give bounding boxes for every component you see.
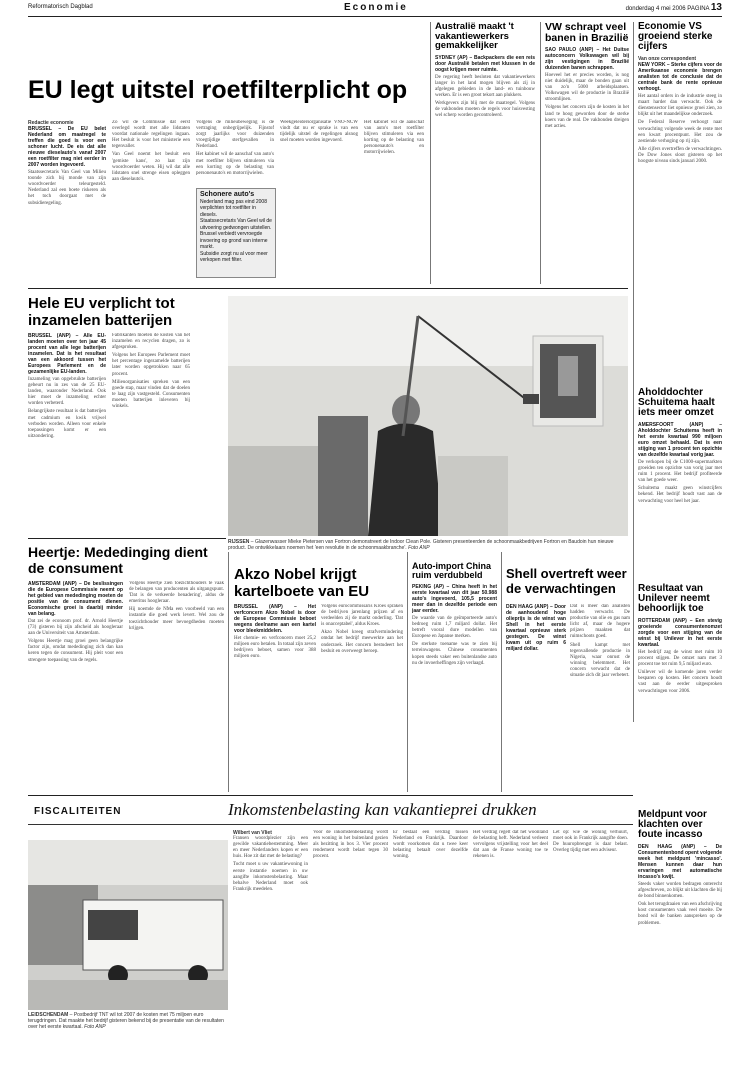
publication-name: Reformatorisch Dagblad	[28, 4, 93, 10]
article-akzo-col2: Volgens eurocommissaris Kroes spraken de bedrijven jarenlang prijzen af en verdeelden zij de markt onderling. 'Dat is onacceptabel', aldus Kroes. Akzo Nobel kreeg strafvermindering omdat het bedrijf meewerkte aan het onderzoek. Het concern bestudeert het besluit en overweegt beroep.	[321, 604, 403, 654]
headline-akzo: Akzo Nobel krijgt kartelboete van EU	[234, 566, 370, 600]
article-heertje-col1: AMSTERDAM (ANP) – De beslissingen die de Europese Commissie neemt op het gebied van mededinging moeten de positie van de consument dienen. Economische groei is daarbij minder van belang. Dat zei de econoom prof. dr. Arnold Heertje (73) gisteren bij zijn afscheid als hoogleraar aan de Universiteit van Amsterdam. Volgens Heertje mag groei geen belangrijke factor zijn, omdat mededinging zich dan kan keren tegen de consument. Hij pleit voor een strengere toepassing van de regels.	[28, 581, 123, 663]
page-number: 13	[710, 2, 722, 13]
article-economie-vs: Economie VS groeiend sterke cijfers Van onze correspondent NEW YORK – Sterke cijfers voor de Amerikaanse economie brengen analisten tot de conclusie dat de centrale bank de rente opnieuw verhoogt. Het aantal orders in de industrie steeg in maart harder dan verwacht. Ook de dienstensector liet opnieuw groei zien, zo blijkt uit het maandelijkse onderzoek. De Federal Reserve verhoogt naar verwachting volgende week de rente met een kwart procentpunt. Het zou de zestiende verhoging op rij zijn. Alle cijfers overtreffen de verwachtingen. De Dow Jones sloot gisteren op het hoogste niveau sinds januari 2000.	[638, 21, 722, 165]
fiscal-col3: Er bestaat een verdrag tussen Nederland en Frankrijk. Daardoor wordt voorkomen dat u twee keer belasting betaalt over dezelfde woning.	[393, 830, 468, 860]
headline-heertje: Heertje: Mededinging dient de consument	[28, 544, 208, 576]
fiscal-col2: Voor de inkomstenbelasting wordt een woning in het buitenland gezien als bezitting in box 3. Vier procent rendement wordt belast tegen 30 procent.	[313, 830, 388, 860]
article-roetfilter-col4: Weekgeleidersorganisatie VNO-NCW vindt dat nu er sprake is van een tijdelijk uitstel de regelingen alsnog snel moeten worden ingevoerd.	[280, 120, 358, 144]
page-header	[28, 0, 722, 17]
fiscal-col5: Let op: wie de woning verhuurt, moet ook in Frankrijk aangifte doen. De huuropbrengst is daar belast. Overleg tijdig met een adviseur.	[553, 830, 628, 854]
photo-glazenwasser	[228, 296, 628, 536]
article-australie: Australië maakt 't vakantiewerkers gemakkelijker SYDNEY (AP) – Backpackers die een reis door Australië betalen met klussen in de oogst krijgen meer ruimte. De regering heeft besloten dat vakantiewerkers langer in het land mogen blijven als zij in afgelegen gebieden in de land- en tuinbouw werken. Er is een groot tekort aan plukkers. Werkgevers zijn blij met de maatregel. Volgens de vakbonden moeten de regels voor huisvesting wel scherp worden gecontroleerd.	[435, 21, 535, 119]
fiscal-author: Wilbert van Vliet	[233, 830, 272, 836]
fiscal-banner	[28, 798, 633, 825]
headline-schuitema: Aholddochter Schuitema haalt iets meer omzet	[638, 387, 715, 418]
article-heertje-col2: Volgens Heertje zien toezichthouders te vaak de belangen van producenten als uitgangspunt. 'Dat is de verkeerde benadering', aldus de emeritus hoogleraar. Hij noemde de NMa een voorbeeld van een instantie die goed werk levert. Wel zou de toezichthouder meer bevoegdheden moeten krijgen.	[129, 581, 224, 631]
fiscal-col1: Wilbert van Vliet Fransen woordplezier zijn een gewilde vakantiebestemming. Meer en meer Nederlanders kopen er een huis. Hoe zit dat met de belasting? Tocht moet u uw vakantiewoning in eerste instantie noemen in uw aangifte inkomstenbelasting. Maar behalve Nederland moet ook Frankrijk meedelen.	[233, 830, 308, 892]
article-vw: VW schrapt veel banen in Brazilië SAO PAULO (ANP) – Het Duitse autoconcern Volkswagen wil bij zijn vestigingen in Brazilië duizenden banen schrappen. Hoeveel het er precies worden, is nog niet duidelijk, maar de bonden gaan uit van zo'n 5000 arbeidsplaatsen. Volkswagen wil de productie in Brazilië stroomlijnen. Volgens het concern zijn de kosten in het land te hoog geworden door de sterke koers van de real. De vakbonden dreigen met acties.	[545, 21, 629, 129]
page-date: donderdag 4 mei 2006 PAGINA 13	[625, 2, 722, 13]
article-roetfilter-col3: Volgens de milieubeweging is de vertraging onbegrijpelijk. Fijnstof zorgt jaarlijks voor duizenden vroegtijdige sterfgevallen in Nederland. Het kabinet wil de aanschaf van auto's met roetfilter blijven stimuleren via een korting op de belasting van personenauto's en motorrijwielen.	[196, 120, 274, 176]
headline-australie: Australië maakt 't vakantiewerkers gemakkelijker	[435, 21, 514, 51]
article-batterijen-col1: BRUSSEL (ANP) – Alle EU-landen moeten over ten jaar 45 procent van alle lege batterijen inzamelen. Dat is het resultaat van een akkoord tussen het Europees Parlement en de gezamenlijke EU-landen. Inzameling van opgebruikte batterijen gebeurt nu in zes van de 25 EU-landen, waaronder Nederland. Ook hier moet de inzameling echter worden verbeterd. Belangrijkste resultaat is dat batterijen met cadmium en kwik vrijwel verboden worden. Alleen voor enkele toepassingen komt er een uitzondering.	[28, 333, 106, 439]
headline-batterijen: Hele EU verplicht tot inzamelen batterijen	[28, 295, 175, 329]
photo-caption-tnt: LEIDSCHENDAM – Postbedrijf TNT wil tot 2007 de kosten met 75 miljoen euro terugdringen. Dat maakte het bedrijf gisteren bekend bij de presentatie van de resultaten over het eerste kwartaal. Foto ANP	[28, 1012, 224, 1030]
info-box-schonere-autos: Schonere auto's Nederland mag pas eind 2008 verplichten tot roetfilter in diesels. Staatssecretaris Van Geel wil de uitvoering gedwongen uitstellen. Brussel verbiedt vervroegde invoering op grond van interne markt. Subsidie zorgt nu al voor meer verkopen met filter.	[196, 188, 276, 278]
article-china: Auto-import China ruim verdubbeld PEKING (AP) – China heeft in het eerste kwartaal van dit jaar 50.988 auto's ingevoerd, 105,5 procent meer dan in dezelfde periode een jaar eerder. De waarde van de geïmporteerde auto's bedroeg ruim 1,7 miljard dollar. Het betreft vooral dure modellen van Europese en Japanse merken. De sterkste toename was te zien bij terreinwagens. Chinese consumenten kopen steeds vaker een buitenlandse auto nu de invoerheffingen zijn verlaagd.	[412, 561, 497, 666]
article-unilever: Resultaat van Unilever neemt behoorlijk toe ROTTERDAM (ANP) – Een stevig groeiende consumentenomzet zorgde voor een stijging van de winst bij Unilever in het eerste kwartaal. Het bedrijf zag de winst met ruim 10 procent stijgen. De omzet nam met 3 procent toe tot ruim 9,5 miljard euro. Unilever wil de komende jaren verder besparen op kosten. Het concern houdt vast aan de eerder uitgesproken verwachtingen voor 2006.	[638, 583, 722, 694]
photo-tnt	[28, 840, 228, 1010]
headline-shell: Shell overtreft weer de verwachtingen	[506, 566, 627, 596]
headline-fiscal: Inkomstenbelasting kan vakantieprei drukken	[228, 800, 537, 819]
article-shell-col2: Dat is meer dan analisten hadden verwacht. De productie van olie en gas nam licht af, maar de hogere prijzen maakten dat ruimschoots goed. Shell kampt met tegenvallende productie in Nigeria, waar onrust de winning belemmert. Het concern verwacht dat de situatie zich dit jaar verbetert.	[570, 604, 630, 679]
article-roetfilter-col5: Het kabinet wil de aanschaf van auto's met roetfilter blijven stimuleren via een korting op de belasting van personenauto's en motorrijwielen.	[364, 120, 424, 156]
headline-roetfilter: EU legt uitstel roetfilterplicht op	[28, 76, 408, 104]
article-roetfilter-col1: Redactie economie BRUSSEL – De EU belet Nederland om maatregel te treffen die goed is voor een schoner lucht. De eis dat alle nieuwe dieselauto's vanaf 2007 een roetfilter mag niet eerder in 2007 worden ingevoerd. Staatssecretaris Van Geel van Milieu toonde zich bij monde van zijn woordvoerder teleurgesteld. Nederland zal een boete riskeren als het toch doorgaat met de subsidieregeling.	[28, 120, 106, 206]
fiscal-col4: Het verdrag regelt dat het woonland de belasting heft. Nederland verleent vervolgens vrijstelling voor het deel dat aan de Franse woning toe te rekenen is.	[473, 830, 548, 860]
photo-tnt-image	[28, 840, 228, 1010]
photo-credit: Foto ANP	[408, 545, 430, 551]
article-incasso: Meldpunt voor klachten over foute incasso DEN HAAG (ANP) – De Consumentenbond opent volgende week het meldpunt 'mincasso'. Mensen kunnen daar hun ervaringen met automatische incasso's kwijt. Steeds vaker worden bedragen onterecht afgeschreven, zo blijkt uit klachten die bij de bond binnenkomen. Ook het terugdraaien van een afschrijving kost consumenten vaak veel moeite. De bond wil de banken aanspreken op de problemen.	[638, 809, 722, 926]
article-roetfilter-col2: Zo wil de Commissie dat eerst overlegd wordt met alle lidstaten voordat nationale regelingen ingaan. Het besluit is voor het ministerie een tegenvaller. Van Geel noemt het besluit een 'gemiste kans', zo laat zijn woordvoerder weten. Hij wil dat alle lidstaten snel strenge eisen opleggen aan dieselauto's.	[112, 120, 190, 182]
photo-glazenwasser-image	[228, 296, 628, 536]
headline-economie-vs: Economie VS groeiend sterke cijfers	[638, 21, 713, 52]
article-batterijen-col2: Fabrikanten moeten de kosten van het inzamelen en recyclen dragen, zo is afgesproken. Volgens het Europees Parlement moet het percentage ingezamelde batterijen later worden opgetrokken naar 65 procent. Milieuorganisaties spreken van een goede stap, maar vinden dat de doelen te laag zijn vastgesteld. Consumenten moeten batterijen inleveren bij winkels.	[112, 333, 190, 410]
article-shell-col1: DEN HAAG (ANP) – Door de aanhoudend hoge olieprijs is de winst van Shell in het eerste kwartaal opnieuw sterk gestegen. De winst kwam uit op ruim 6 miljard dollar.	[506, 604, 566, 652]
photo-caption-glazenwasser: RIJSSEN – Glazenwasser Mieke Pietersen van Fortron demonstreert de Indoor Clean Pole. Gisteren presenteerden de schoonmaakbedrijven Fortron en Baudoin hun nieuwe product. De ontwikkelaars noemen het 'een revolutie in de schoonmaakbranche'. Foto ANP	[228, 539, 614, 551]
section-title: Economie	[344, 2, 408, 13]
fiscal-label: FISCALITEITEN	[34, 806, 122, 817]
headline-vw: VW schrapt veel banen in Brazilië	[545, 21, 629, 44]
article-akzo-col1: BRUSSEL (ANP) – Het verfconcern Akzo Nobel is door de Europese Commissie beboet wegens deelname aan een kartel voor bleekmiddelen. Het chemie- en verfconcern moet 25,2 miljoen euro betalen. In totaal zijn zeven bedrijven beboet, samen voor 388 miljoen euro.	[234, 604, 316, 660]
headline-china: Auto-import China ruim verdubbeld	[412, 561, 491, 580]
headline-unilever: Resultaat van Unilever neemt behoorlijk toe	[638, 583, 710, 614]
article-schuitema: Aholddochter Schuitema haalt iets meer omzet AMERSFOORT (ANP) – Aholddochter Schuitema heeft in het eerste kwartaal 990 miljoen euro omzet behaald. Dat is een stijging van 1 procent ten opzichte van dezelfde kwartaal vorig jaar. De verkopen bij de C1000-supermarkten groeiden ten opzichte van vorig jaar met ruim 1 procent. Het bedrijf profiteerde van het goede weer. Schuitema maakt geen winstcijfers bekend. Het bedrijf houdt vast aan de verwachting voor heel het jaar.	[638, 387, 722, 504]
headline-incasso: Meldpunt voor klachten over foute incasso	[638, 809, 707, 840]
